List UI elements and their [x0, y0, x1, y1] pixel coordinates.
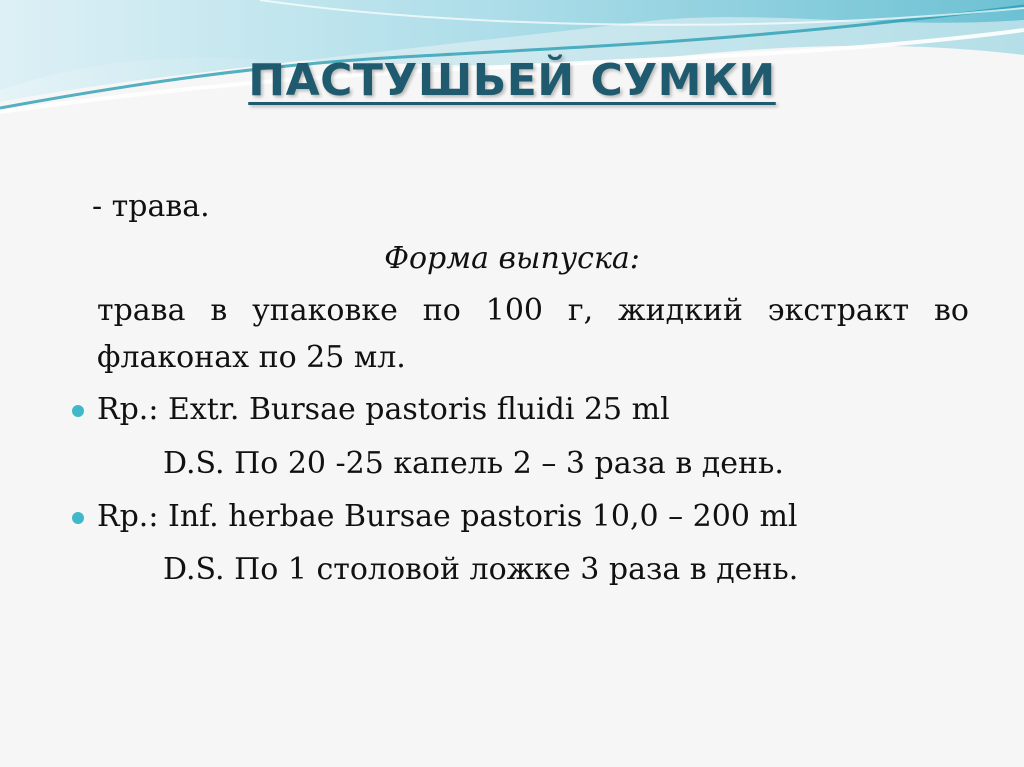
prescription-2-rp: Rp.: Inf. herbae Bursae pastoris 10,0 – 200 ml [97, 499, 798, 534]
herb-line: - трава. [92, 189, 210, 224]
bullet-icon [72, 512, 84, 524]
prescription-2-ds: D.S. По 1 столовой ложке 3 раза в день. [163, 552, 799, 587]
bullet-icon [72, 405, 84, 417]
packaging-line-1: трава в упаковке по 100 г, жидкий экстракт во [97, 293, 969, 328]
prescription-1-ds: D.S. По 20 -25 капель 2 – 3 раза в день. [163, 446, 784, 481]
prescription-1-rp: Rp.: Extr. Bursae pastoris fluidi 25 ml [97, 392, 670, 427]
form-heading: Форма выпуска: [384, 241, 640, 276]
packaging-line-2: флаконах по 25 мл. [97, 340, 406, 375]
slide-title: ПАСТУШЬЕЙ СУМКИ [248, 55, 776, 106]
